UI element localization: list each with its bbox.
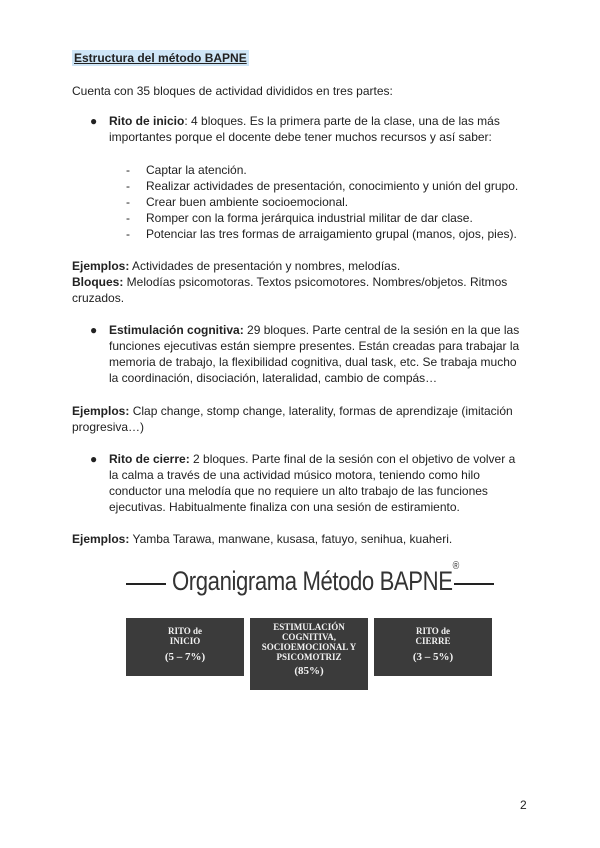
bullet-rito-cierre: ● Rito de cierre: 2 bloques. Parte final de la sesión con el objetivo de volver a la calma a través de una actividad músico motora, teniendo como hilo conductor una melodía que no requiere un alto trabajo de las funciones ejecutivas. Habitualmente finaliza con una sesión de estiramiento. (90, 452, 516, 514)
list-item: - Captar la atención. (126, 163, 247, 177)
box-rito-inicio: RITO de INICIO (5 – 7%) (126, 618, 244, 676)
box-rito-cierre: RITO de CIERRE (3 – 5%) (374, 618, 492, 676)
organigrama-figure (122, 562, 496, 690)
rito-inicio-line1: : 4 bloques. Es la primera parte de la clase, una de las más (184, 114, 500, 128)
bullet-dot-icon: ● (90, 452, 98, 466)
ejemplos-inicio: Ejemplos: Actividades de presentación y nombres, melodías. (72, 259, 401, 273)
section-heading: Estructura del método BAPNE (74, 51, 247, 65)
list-item: - Realizar actividades de presentación, conocimiento y unión del grupo. (126, 179, 519, 193)
list-item: - Potenciar las tres formas de arraigamiento grupal (manos, ojos, pies). (126, 227, 517, 241)
title-rule-left (126, 583, 166, 585)
intro-paragraph: Cuenta con 35 bloques de actividad divididos en tres partes: (72, 84, 393, 98)
ejemplos-estimulacion: Ejemplos: Clap change, stomp change, laterality, formas de aprendizaje (imitación progresiva…) (72, 404, 513, 434)
bullet-rito-inicio (90, 113, 530, 145)
bloques-paragraph: Bloques: Melodías psicomotoras. Textos psicomotores. Nombres/objetos. Ritmos cruzados. (72, 275, 508, 305)
bullet-dot-icon: ● (90, 114, 98, 128)
ejemplos-cierre: Ejemplos: Yamba Tarawa, manwane, kusasa, fatuyo, senihua, kuaheri. (72, 532, 453, 546)
rito-inicio-label: Rito de inicio (109, 114, 185, 128)
dash-list (126, 162, 546, 242)
page-number: 2 (520, 798, 527, 812)
title-rule-right (454, 583, 494, 585)
organigrama-title: Organigrama Método BAPNE® (172, 560, 459, 596)
list-item: - Romper con la forma jerárquica industrial militar de dar clase. (126, 211, 473, 225)
box-estimulacion: ESTIMULACIÓN COGNITIVA, SOCIOEMOCIONAL Y PSICOMOTRIZ (85%) (250, 618, 368, 690)
rito-inicio-line2: importantes porque el docente debe tener muchos recursos y así saber: (109, 130, 492, 144)
bullet-dot-icon: ● (90, 323, 98, 337)
organigrama-title-bar (122, 562, 496, 602)
list-item: - Crear buen ambiente socioemocional. (126, 195, 349, 209)
bullet-estimulacion: ● Estimulación cognitiva: 29 bloques. Parte central de la sesión en la que las funciones ejecutivas están siempre presentes. Están creadas para trabajar la memoria de trabajo, la flexibilidad cognitiva, dual task, etc. Se trabaja mucho la coordinación, disociación, lateralidad, cambio de compás… (90, 323, 520, 385)
